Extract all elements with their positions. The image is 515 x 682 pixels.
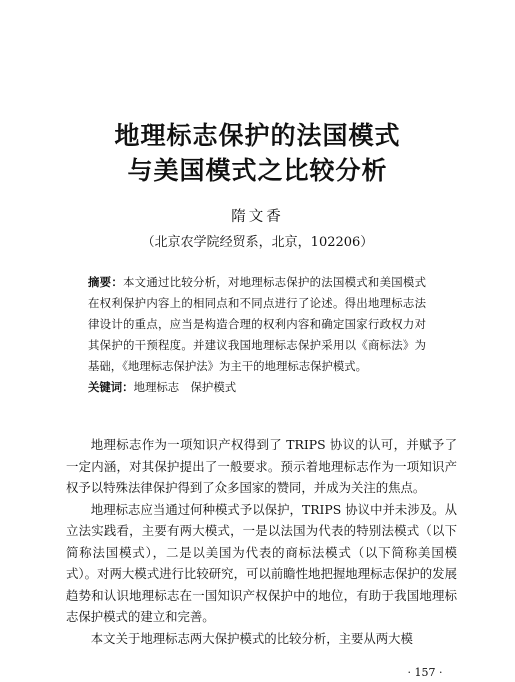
keywords-text: 地理标志 保护模式 [133,380,237,394]
abstract-paragraph [88,272,426,377]
abstract-label: 摘要： [88,275,123,289]
keywords-label: 关键词： [88,380,134,394]
body-paragraph: 地理标志作为一项知识产权得到了 TRIPS 协议的认可，并赋予了一定内涵，对其保护提出了一般要求。预示着地理标志作为一项知识产权予以特殊法律保护得到了众多国家的赞同，并成为关注的焦点。 [66,437,457,495]
body-text [66,434,457,649]
body-paragraph: 本文关于地理标志两大保护模式的比较分析，主要从两大模 [90,630,413,646]
author: 隋文香 [231,209,284,225]
abstract [88,272,426,398]
title-line-2: 与美国模式之比较分析 [127,156,388,185]
body-paragraph: 地理标志应当通过何种模式予以保护，TRIPS 协议中并未涉及。从立法实践看，主要有两大模式，一是以法国为代表的特别法模式（以下简称法国模式），二是以美国为代表的商标法模式（以下简称美国模式）。对两大模式进行比较研究，可以前瞻性地把握地理标志保护的发展趋势和认识地理标志在一国知识产权保护中的地位，有助于我国地理标志保护模式的建立和完善。 [66,501,457,624]
affiliation: （北京农学院经贸系，北京，102206） [141,235,374,250]
abstract-text: 本文通过比较分析，对地理标志保护的法国模式和美国模式在权利保护内容上的相同点和不同点进行了论述。得出地理标志法律设计的重点，应当是构造合理的权利内容和确定国家行政权力对其保护的干预程度。并建议我国地理标志保护采用以《商标法》为基础，《地理标志保护法》为主干的地理标志保护模式。 [88,275,426,373]
title-line-1: 地理标志保护的法国模式 [114,121,401,150]
keywords-paragraph [88,377,426,398]
page-number: · 157 · [407,666,443,679]
